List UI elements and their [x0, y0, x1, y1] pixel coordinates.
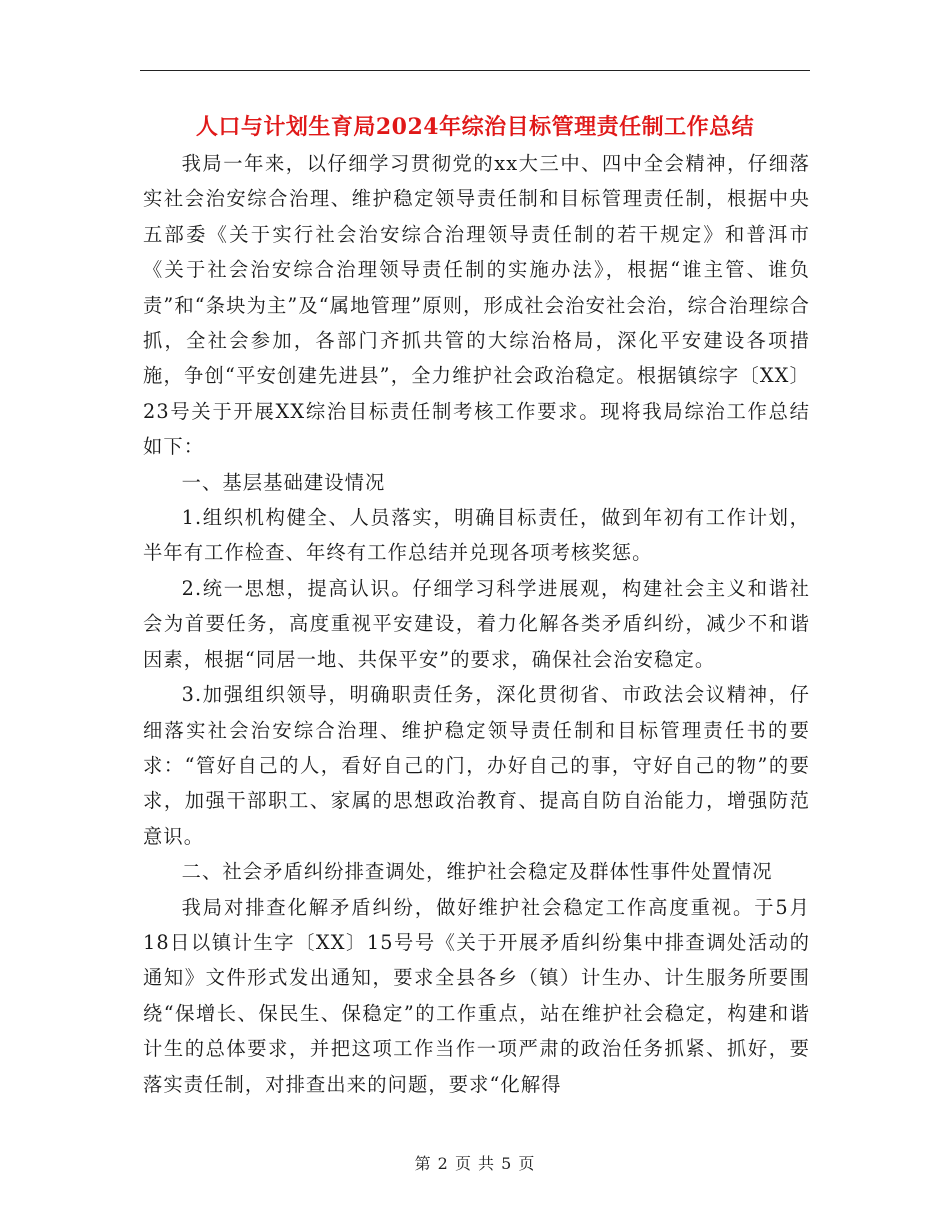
paragraph-item-1: 1.组织机构健全、人员落实，明确目标责任，做到年初有工作计划，半年有工作检查、年终有工作总结并兑现各项考核奖惩。: [143, 506, 810, 565]
header-rule: [140, 70, 810, 71]
document-title: 人口与计划生育局2024年综治目标管理责任制工作总结: [195, 114, 755, 140]
paragraph-section-2: 我局对排查化解矛盾纠纷，做好维护社会稳定工作高度重视。于5月18日以镇计生字〔XX〕15号号《关于开展矛盾纠纷集中排查调处活动的通知》文件形式发出通知，要求全县各乡（镇）计生办、计生服务所要围绕“保增长、保民生、保稳定”的工作重点，站在维护社会稳定，构建和谐计生的总体要求，并把这项工作当作一项严肃的政治任务抓紧、抓好，要落实责任制，对排查出来的问题，要求“化解得: [143, 895, 810, 1096]
section-heading-2: 二、社会矛盾纠纷排查调处，维护社会稳定及群体性事件处置情况: [181, 860, 773, 884]
paragraph-item-2: 2.统一思想，提高认识。仔细学习科学进展观，构建社会主义和谐社会为首要任务，高度重视平安建设，着力化解各类矛盾纠纷，减少不和谐因素，根据“同居一地、共保平安”的要求，确保社会治安稳定。: [143, 576, 810, 671]
section-heading-1: 一、基层基础建设情况: [181, 470, 386, 494]
paragraph-intro: 我局一年来，以仔细学习贯彻党的xx大三中、四中全会精神，仔细落实社会治安综合治理、维护稳定领导责任制和目标管理责任制，根据中央五部委《关于实行社会治安综合治理领导责任制的若干规定》和普洱市《关于社会治安综合治理领导责任制的实施办法》，根据“谁主管、谁负责”和“条块为主”及“属地管理”原则，形成社会治安社会治，综合治理综合抓，全社会参加，各部门齐抓共管的大综治格局，深化平安建设各项措施，争创“平安创建先进县”，全力维护社会政治稳定。根据镇综字〔XX〕23号关于开展XX综治目标责任制考核工作要求。现将我局综治工作总结如下：: [143, 152, 810, 459]
document-body: [143, 146, 810, 1102]
paragraph-item-3: 3.加强组织领导，明确职责任务，深化贯彻省、市政法会议精神，仔细落实社会治安综合治理、维护稳定领导责任制和目标管理责任书的要求：“管好自己的人，看好自己的门，办好自己的事，守好自己的物”的要求，加强干部职工、家属的思想政治教育、提高自防自治能力，增强防范意识。: [143, 683, 810, 848]
page-number: 第 2 页 共 5 页: [414, 1154, 536, 1173]
